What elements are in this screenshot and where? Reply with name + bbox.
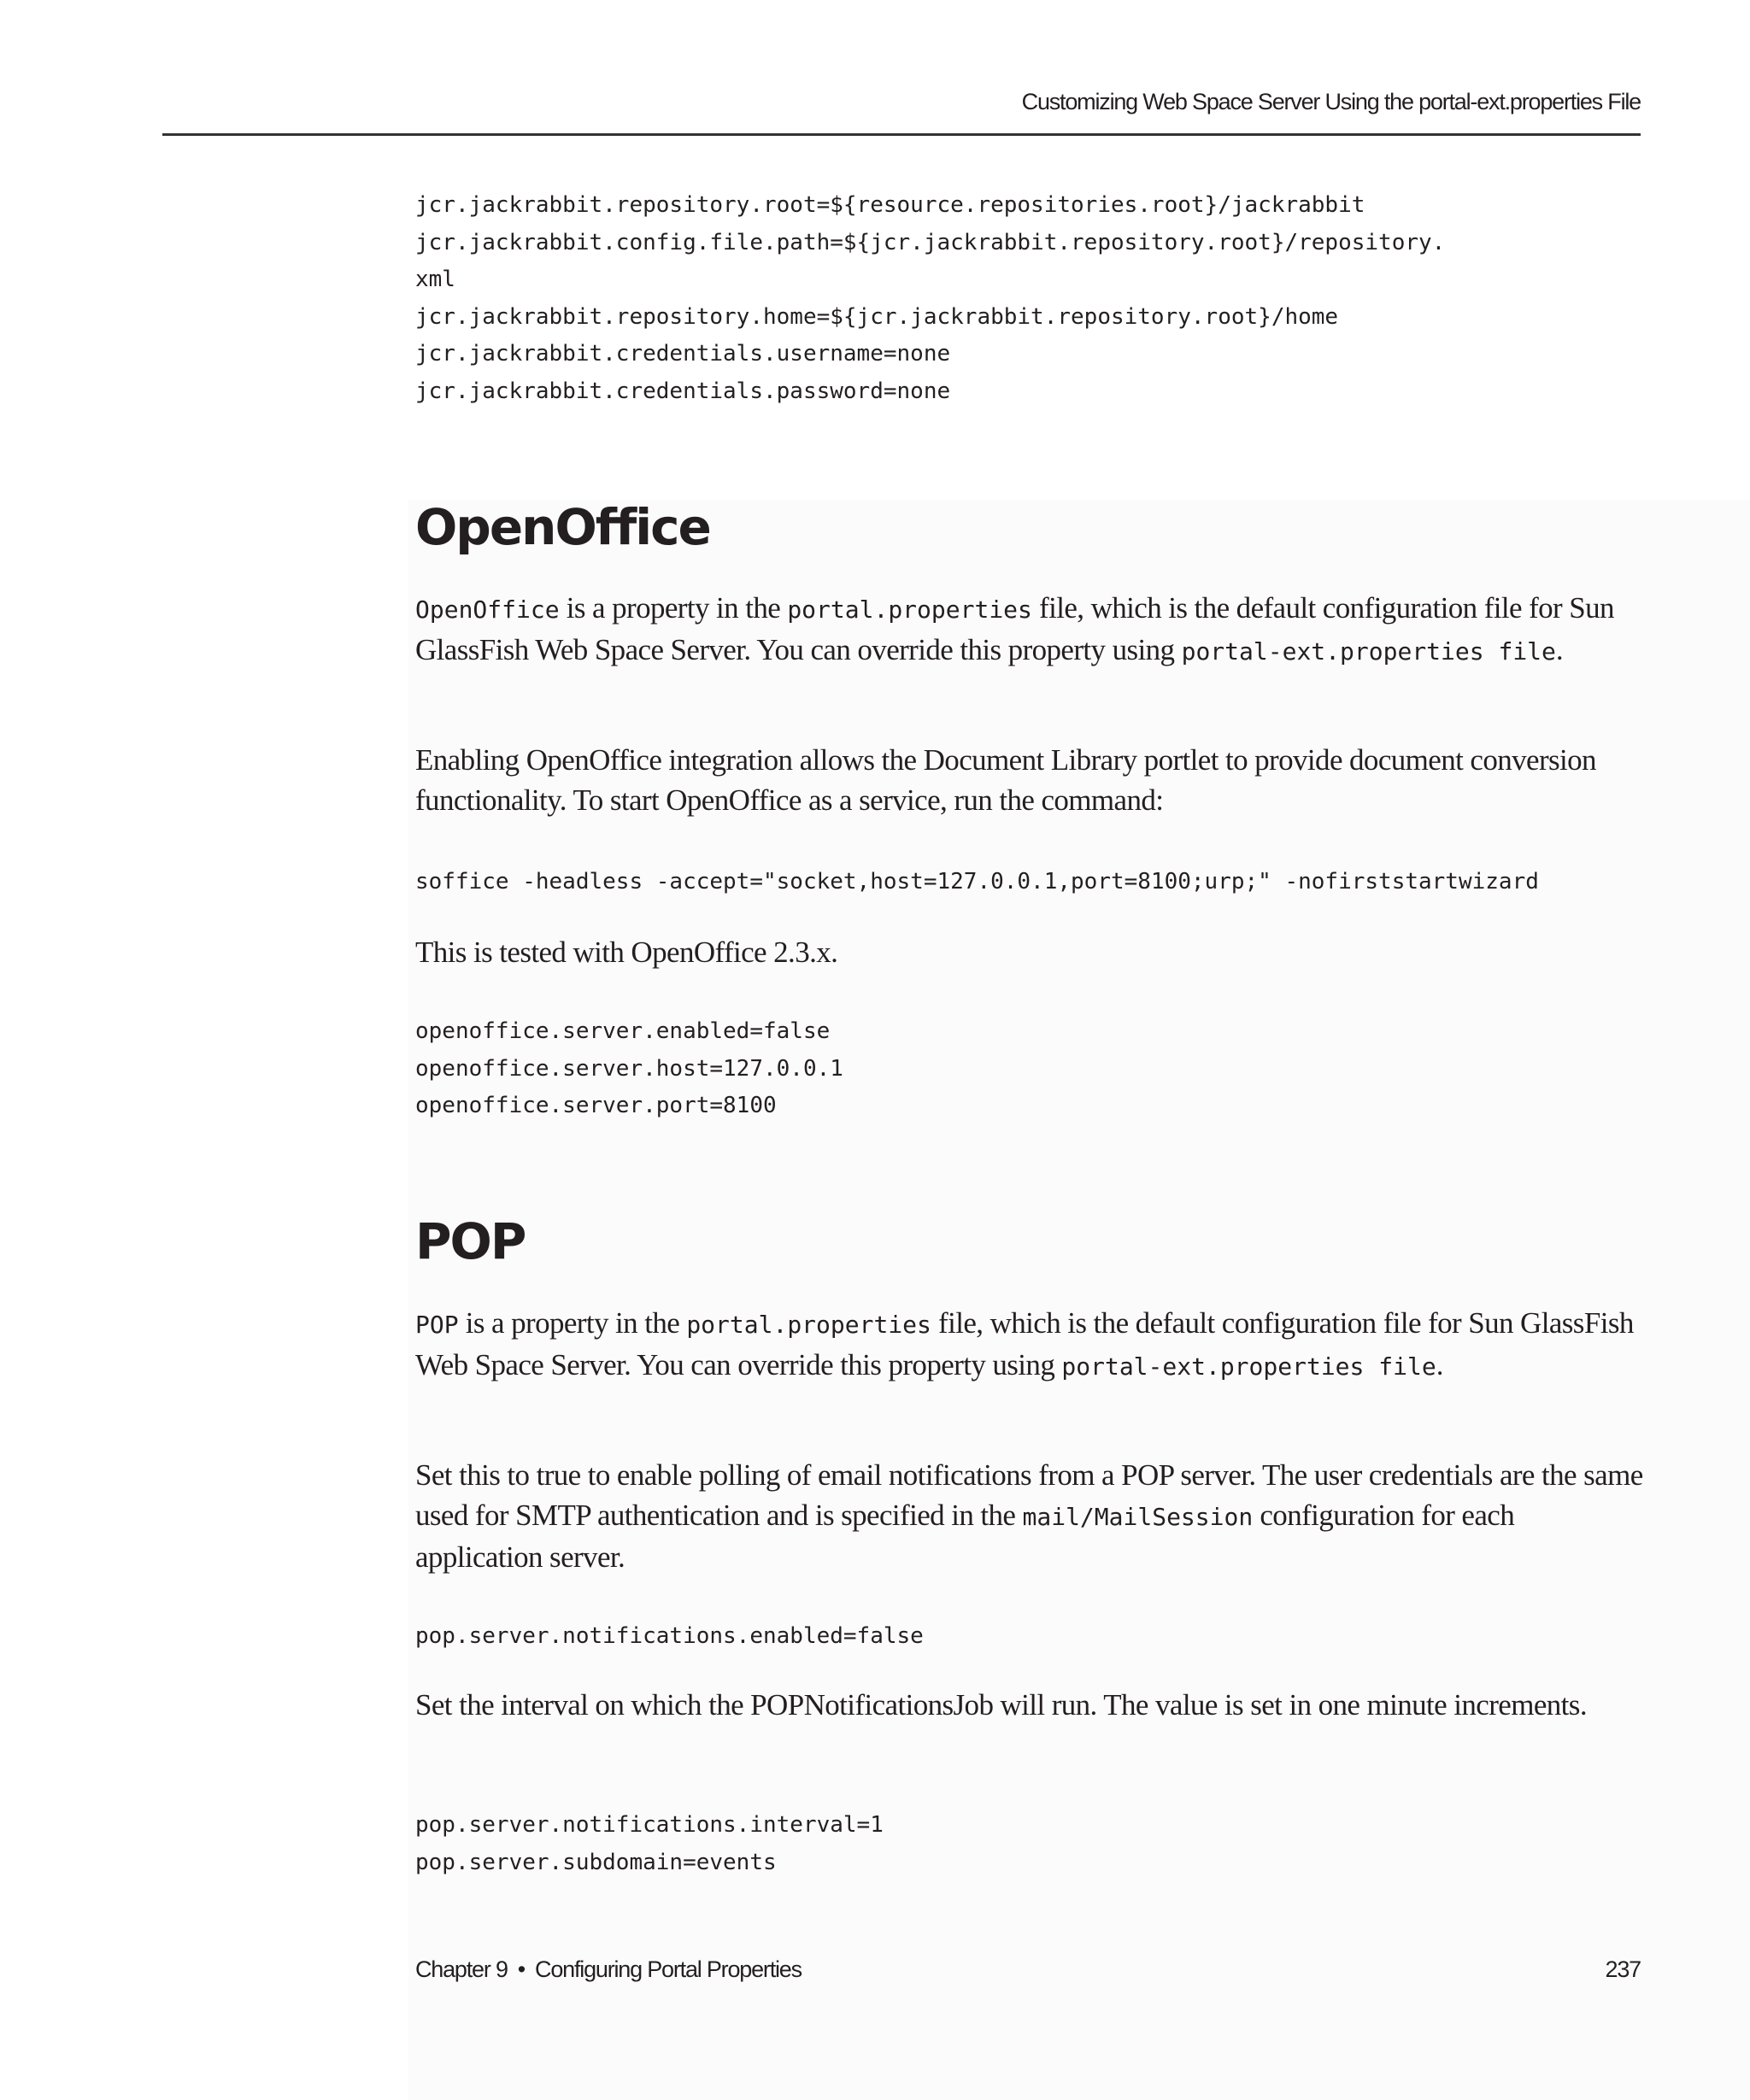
code-line: xml xyxy=(415,267,455,292)
text: is a property in the xyxy=(559,591,788,625)
code-line: openoffice.server.port=8100 xyxy=(415,1093,777,1118)
footer-chapter xyxy=(415,1956,802,1983)
inline-code: portal.properties xyxy=(686,1311,931,1339)
code-line: pop.server.subdomain=events xyxy=(415,1849,777,1875)
footer-chapter-number: Chapter 9 xyxy=(415,1956,508,1982)
text: file, which is the default configuration file for Sun GlassFish Web Space Server. You can override this property using xyxy=(415,1306,1634,1381)
footer-chapter-title: Configuring Portal Properties xyxy=(535,1956,802,1982)
text: configuration for each application server. xyxy=(415,1499,1515,1574)
pop-intro-paragraph xyxy=(415,1303,1646,1387)
inline-code: mail/MailSession xyxy=(1022,1503,1254,1531)
code-block-jackrabbit xyxy=(415,187,1445,410)
text: Set this to true to enable polling of email notifications from a POP server. The user credentials are the same used for SMTP authentication and is specified in the xyxy=(415,1458,1643,1532)
bullet-separator-icon: • xyxy=(517,1956,526,1982)
inline-code: portal-ext.properties file xyxy=(1061,1352,1436,1381)
openoffice-intro-paragraph xyxy=(415,588,1646,672)
code-line: jcr.jackrabbit.repository.home=${jcr.jackrabbit.repository.root}/home xyxy=(415,303,1339,330)
code-block-soffice-command: soffice -headless -accept="socket,host=127.0.0.1,port=8100;urp;" -nofirststartwizard xyxy=(415,869,1539,895)
section-heading-openoffice: OpenOffice xyxy=(415,498,710,556)
page-number: 237 xyxy=(1605,1956,1641,1982)
running-header: Customizing Web Space Server Using the portal-ext.properties File xyxy=(1021,89,1641,114)
openoffice-tested-paragraph: This is tested with OpenOffice 2.3.x. xyxy=(415,936,838,969)
code-line: openoffice.server.host=127.0.0.1 xyxy=(415,1055,843,1082)
inline-code: portal.properties xyxy=(787,595,1032,624)
header-rule xyxy=(162,133,1641,136)
inline-code: portal-ext.properties file xyxy=(1181,637,1556,666)
text: is a property in the xyxy=(458,1306,687,1340)
code-line: jcr.jackrabbit.credentials.username=none xyxy=(415,341,951,367)
section-heading-pop: POP xyxy=(415,1212,526,1270)
inline-code: OpenOffice xyxy=(415,595,560,624)
text: . xyxy=(1436,1348,1443,1381)
code-line: openoffice.server.enabled=false xyxy=(415,1018,831,1044)
inline-code: POP xyxy=(415,1311,459,1339)
pop-polling-paragraph xyxy=(415,1455,1646,1577)
text: . xyxy=(1555,633,1564,666)
code-line: jcr.jackrabbit.config.file.path=${jcr.jackrabbit.repository.root}/repository. xyxy=(415,229,1446,255)
code-line: pop.server.notifications.interval=1 xyxy=(415,1812,884,1838)
code-block-pop-interval xyxy=(415,1807,884,1881)
openoffice-description-paragraph: Enabling OpenOffice integration allows the Document Library portlet to provide document conversion functionality. To start OpenOffice as a service, run the command: xyxy=(415,743,1596,817)
code-block-openoffice xyxy=(415,1013,843,1125)
pop-interval-paragraph: Set the interval on which the POPNotificationsJob will run. The value is set in one minute increments. xyxy=(415,1688,1587,1722)
code-line: jcr.jackrabbit.repository.root=${resource.repositories.root}/jackrabbit xyxy=(415,192,1365,218)
code-block-pop-enabled: pop.server.notifications.enabled=false xyxy=(415,1623,924,1649)
code-line: jcr.jackrabbit.credentials.password=none xyxy=(415,378,951,404)
text: file, which is the default configuration file for Sun GlassFish Web Space Server. You can override this property using xyxy=(415,591,1614,666)
